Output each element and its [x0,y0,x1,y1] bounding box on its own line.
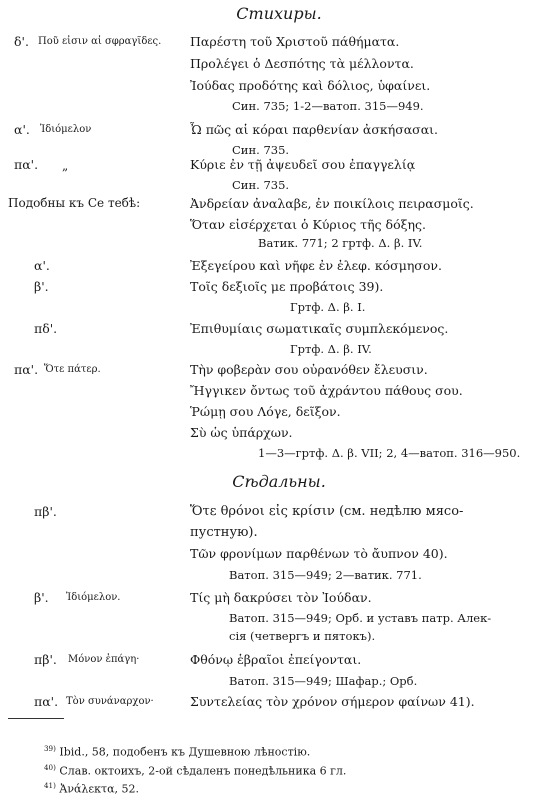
footnote-divider [8,718,64,719]
incipit-text: Παρέστη τοῦ Χριστοῦ πάθήματα. [190,34,400,49]
incipit-text: Τῶν φρονίμων παρθένων τὸ ἄυπνον 40). [190,546,448,561]
source-citation: Син. 735. [232,143,290,157]
source-citation: Ватоп. 315—949; Шафар.; Орб. [229,674,418,688]
source-row [0,342,558,362]
incipit-text: Ἀνδρείαν ἀναλαβε, ἐν ποικίλοις πειρασμοῖς. [190,196,474,211]
source-row [0,674,558,694]
sedalen-row [0,525,558,545]
stichera-row [0,196,558,216]
incipit-text: Τὴν φοβερὰν σου οὐρανόθεν ἔλευσιν. [190,362,428,377]
footnote-text: Слав. октоихъ, 2-ой сѣдаленъ понедѣльника 6 гл. [59,764,347,778]
source-row [0,446,558,466]
sedalen-row [0,590,558,610]
footnote [44,744,310,759]
incipit-text: пустную). [190,525,258,540]
incipit-text: Ἰούδας προδότης καὶ δόλιος, ὑφαίνει. [190,78,431,93]
melody-label: Ὅτε πάτερ. [44,364,101,375]
source-citation: Ватоп. 315—949; 2—ватик. 771. [229,568,422,582]
tone-number: πα'. [14,157,39,172]
incipit-text: Κύριε ἐν τῇ ἀψευδεῖ σου ἐπαγγελίᾳ [190,157,416,172]
tone-number: πβ'. [34,652,57,667]
source-row [0,611,558,631]
source-citation: 1—3—гртф. Δ. β. VII; 2, 4—ватоп. 316—950. [258,446,521,460]
source-row [0,178,558,198]
footnote [44,763,346,778]
melody-label: Ἰδιόμελον. [66,592,121,603]
incipit-text: Ὅτε θρόνοι εἰς κρίσιν (см. недѣлю мясо- [190,504,464,519]
stichera-row [0,56,558,76]
incipit-text: Ἤγγικεν ὄντως τοῦ ἀχράντου πάθους σου. [190,383,463,398]
sedalen-row [0,652,558,672]
heading-sedalny: Сѣдальны. [232,472,326,491]
stichera-row [0,217,558,237]
sedalen-row [0,694,558,714]
source-citation: сія (четвергъ и пятокъ). [229,629,376,643]
incipit-text: Ὅταν εἰσέρχεται ὁ Κύριος τῆς δόξης. [190,217,426,232]
incipit-text: Ἐξεγείρου καὶ νῆφε ἐν ἐλεφ. κόσμησον. [190,258,442,273]
source-citation: Гртф. Δ. β. IV. [290,342,372,356]
melody-label: Ποῦ εἰσιν αἱ σφραγῖδες. [38,36,162,47]
footnote-text: Ἀνάλεκτα, 52. [59,782,139,796]
footnote-mark: 39) [44,744,56,753]
tone-number: πα'. [34,694,59,709]
incipit-text: Φθόνῳ ἑβραῖοι ἐπείγονται. [190,652,362,667]
sedalen-row [0,546,558,566]
tone-number: β'. [34,279,49,294]
footnote-text: Ibid., 58, подобенъ къ Душевною лѣностію. [59,745,311,759]
tone-number: πδ'. [34,321,58,336]
stichera-row [0,383,558,403]
incipit-text: Προλέγει ὁ Δεσπότης τὰ μέλλοντα. [190,56,414,71]
stichera-row [0,404,558,424]
tone-number: δ'. [14,34,29,49]
stichera-row [0,78,558,98]
stichera-row [0,279,558,299]
incipit-text: Ὦ πῶς αἱ κόραι παρθενίαν ἀσκήσασαι. [190,122,439,137]
source-citation: Гртф. Δ. β. I. [290,300,366,314]
source-row [0,236,558,256]
footnote [44,781,139,796]
source-citation: Син. 735; 1-2—ватоп. 315—949. [232,99,424,113]
source-row [0,568,558,588]
sedalen-row [0,504,558,524]
source-citation: Ватик. 771; 2 гртф. Δ. β. IV. [258,236,423,250]
tone-number: β'. [34,590,49,605]
tone-number: α'. [14,122,30,137]
source-row [0,300,558,320]
source-row [0,99,558,119]
stichera-row [0,122,558,142]
melody-label: Ἰδιόμελον [40,124,92,135]
ditto-mark: „ [62,159,69,173]
footnote-mark: 41) [44,781,56,790]
tone-number: πα'. [14,362,39,377]
stichera-row [0,425,558,445]
incipit-text: Ἐπιθυμίαις σωματικαῖς συμπλεκόμενος. [190,321,449,336]
tone-number: πβ'. [34,504,57,519]
stichera-row [0,321,558,341]
stichera-row [0,258,558,278]
stichera-row [0,157,558,177]
incipit-text: Σὺ ὡς ὑπάρχων. [190,425,293,440]
incipit-text: Τοῖς δεξιοῖς με προβάτοις 39). [190,279,384,294]
podoben-label: Подобны къ Се тебѣ: [8,196,141,210]
source-citation: Син. 735. [232,178,290,192]
melody-label: Μόνον ἐπάγη· [68,654,140,665]
heading-stichera: Стихиры. [236,4,322,23]
tone-number: α'. [34,258,50,273]
footnote-mark: 40) [44,763,56,772]
stichera-row [0,34,558,54]
incipit-text: Συντελείας τὸν χρόνον σήμερον φαίνων 41). [190,694,475,709]
source-row [0,629,558,649]
melody-label: Τὸν συνάναρχον· [66,696,154,707]
source-citation: Ватоп. 315—949; Орб. и уставъ патр. Алек- [229,611,492,625]
stichera-row [0,362,558,382]
incipit-text: Τίς μὴ δακρύσει τὸν Ἰούδαν. [190,590,372,605]
incipit-text: Ῥώμῃ σου Λόγε, δεῖξον. [190,404,341,419]
